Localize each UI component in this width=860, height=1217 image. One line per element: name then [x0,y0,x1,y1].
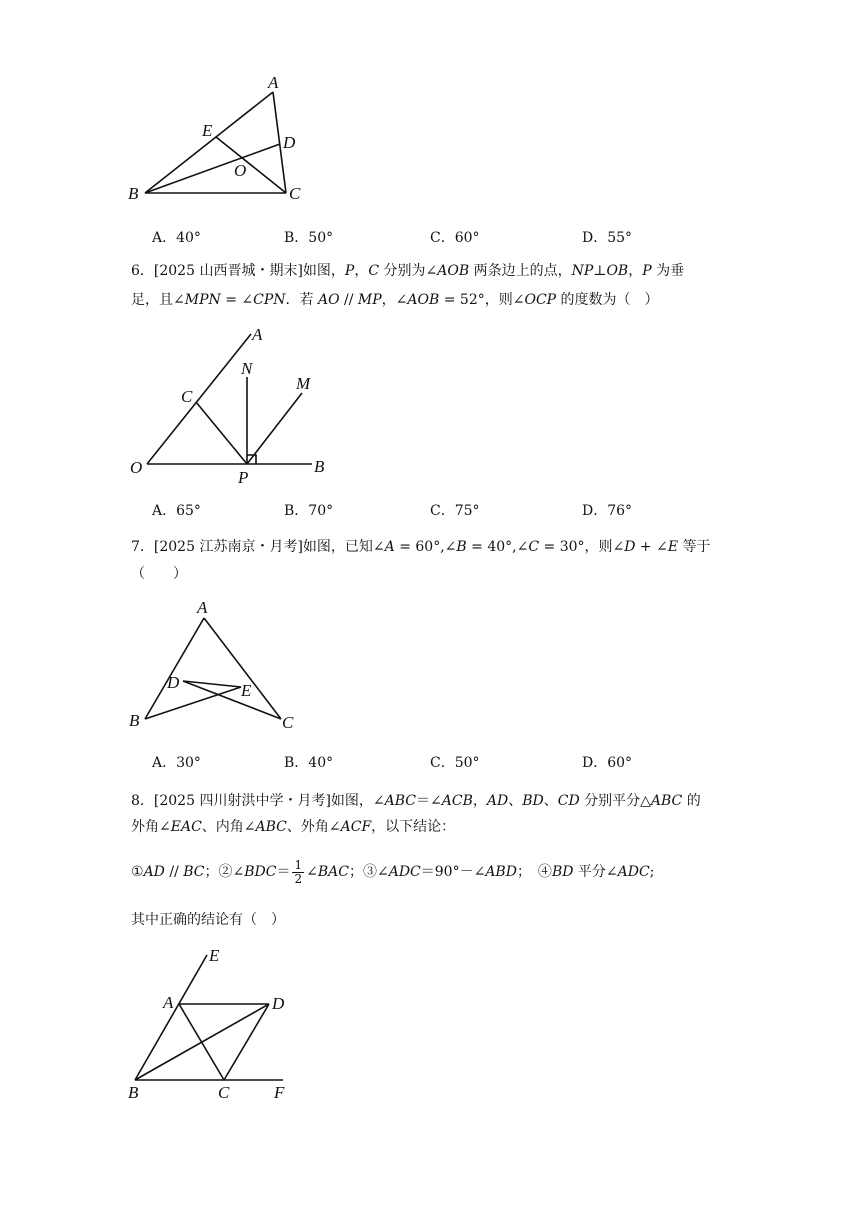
label-b: B [128,1083,139,1102]
label-b: B [314,457,325,476]
q7-line-1: 7．[2025 江苏南京・月考]如图，已知∠A = 60°,∠B = 40°,∠C = 30°，则∠D + ∠E 等于 [131,539,711,555]
q7-option-b: B．40° [284,755,334,771]
figure-angle-aob [120,318,340,488]
segment-bd [135,1004,269,1080]
label-b: B [128,184,139,203]
figure-parallelogram-abcd [120,940,320,1105]
q6-line-1: 6．[2025 山西晋城・期末]如图，P，C 分别为∠AOB 两条边上的点，NP⊥OB，P 为垂 [131,263,685,279]
label-a: A [268,73,279,92]
q5-option-a: A．40° [152,230,201,246]
label-m: M [296,374,311,393]
segment-bd [145,144,280,193]
label-f: F [274,1083,285,1102]
q5-option-c: C．60° [430,230,480,246]
segment-cp [196,402,247,464]
segment-ba [145,92,273,193]
q8-conclusions: ①AD // BC；②∠BDC＝ $\frac{1}{2}$ ∠BAC；③∠ADC＝90°－∠ABD； ④BD 平分∠ADC; [131,857,655,886]
label-a: A [197,598,208,617]
label-e: E [209,946,220,965]
q6-line-2: 足，且∠MPN = ∠CPN．若 AO // MP，∠AOB = 52°，则∠OCP 的度数为（ ） [131,292,659,308]
q8-line-1: 8．[2025 四川射洪中学・月考]如图，∠ABC＝∠ACB，AD、BD、CD 分别平分△ABC 的 [131,793,701,809]
label-p: P [238,468,249,487]
q7-line-2: （ ） [131,566,187,582]
label-o: O [234,161,247,180]
label-e: E [202,121,213,140]
label-a: A [252,325,263,344]
figure-triangle-abc [120,70,320,210]
label-a: A [163,993,174,1012]
label-c: C [289,184,301,203]
segment-be [145,687,241,719]
label-o: O [130,458,143,477]
figure-triangle-with-bowtie [120,595,310,735]
q7-option-a: A．30° [152,755,201,771]
q8-line-4: 其中正确的结论有（ ） [131,912,285,928]
label-d: D [167,673,180,692]
segment-pm [247,393,302,464]
label-e: E [241,681,252,700]
label-b: B [129,711,140,730]
label-d: D [272,994,285,1013]
label-c: C [218,1083,230,1102]
ray-oa [147,334,251,464]
label-n: N [241,359,253,378]
segment-cd [224,1004,269,1080]
q8-line-2: 外角∠EAC、内角∠ABC、外角∠ACF，以下结论： [131,819,456,835]
label-d: D [283,133,296,152]
q7-option-d: D．60° [582,755,633,771]
ray-be [135,955,207,1080]
q5-option-d: D．55° [582,230,633,246]
q5-option-b: B．50° [284,230,334,246]
label-c: C [181,387,193,406]
q6-option-c: C．75° [430,503,480,519]
q7-option-c: C．50° [430,755,480,771]
q6-option-b: B．70° [284,503,334,519]
q6-option-d: D．76° [582,503,633,519]
q6-option-a: A．65° [152,503,201,519]
label-c: C [282,713,294,732]
segment-ab [145,618,204,719]
fraction-one-half: $\frac{1}{2}$ [294,857,303,886]
